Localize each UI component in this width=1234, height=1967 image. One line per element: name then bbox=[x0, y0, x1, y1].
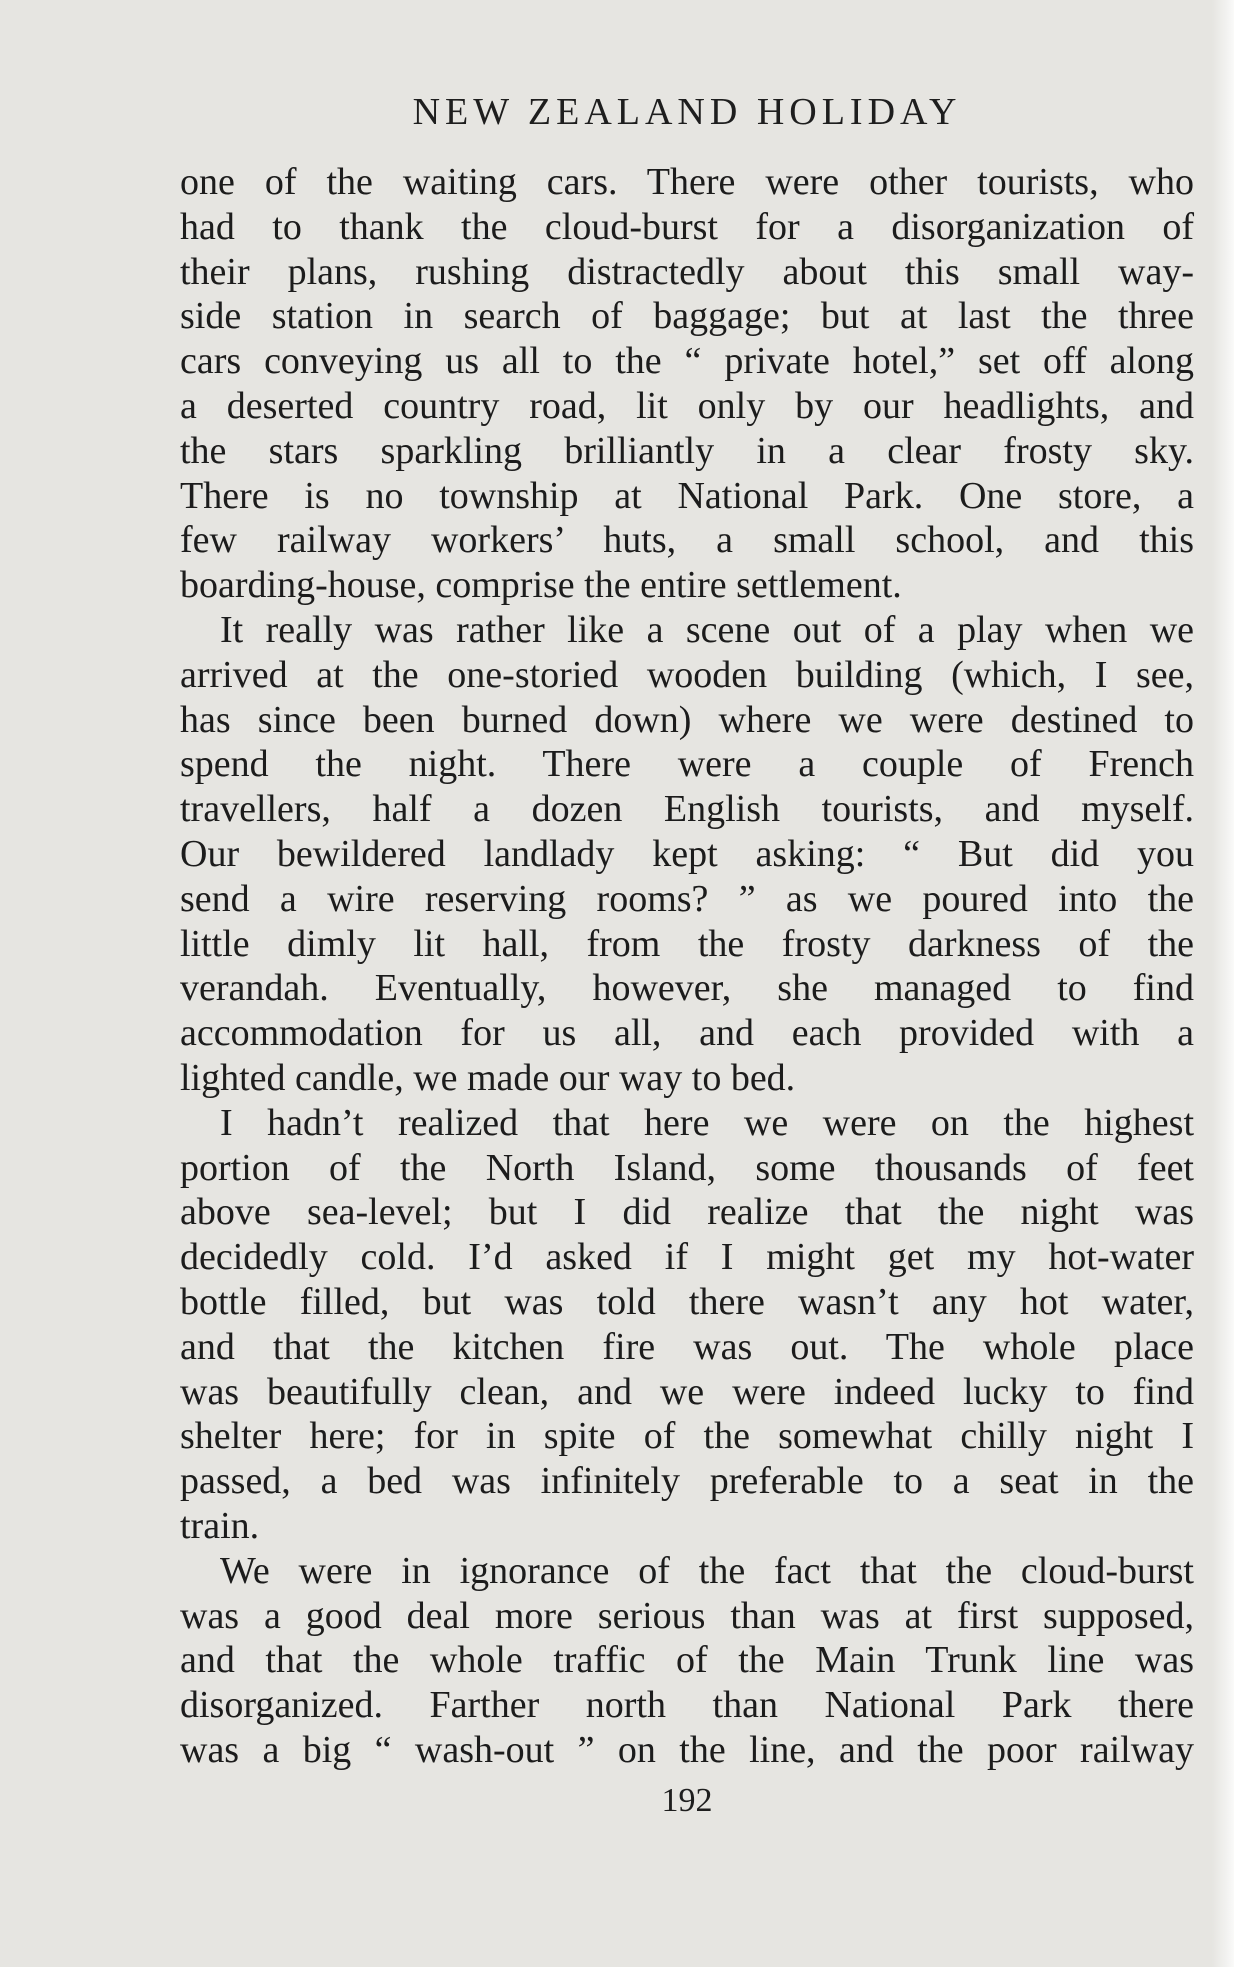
text-line: their plans, rushing distractedly about this small way- bbox=[180, 250, 1194, 293]
page-number: 192 bbox=[661, 1782, 713, 1819]
text-line: one of the waiting cars. There were other tourists, who bbox=[180, 161, 1194, 203]
text-line: bottle filled, but was told there wasn’t any hot water, bbox=[180, 1280, 1194, 1323]
text-line: verandah. Eventually, however, she managed to find bbox=[180, 967, 1194, 1010]
paragraph-start-line: We were in ignorance of the fact that the cloud-burst bbox=[220, 1549, 1194, 1592]
text-line: few railway workers’ huts, a small school, and this bbox=[180, 519, 1194, 562]
text-line: portion of the North Island, some thousands of feet bbox=[180, 1146, 1194, 1189]
text-line: was beautifully clean, and we were indeed lucky to find bbox=[180, 1370, 1194, 1413]
text-line: Our bewildered landlady kept asking: “ But did you bbox=[180, 832, 1194, 875]
body-text bbox=[180, 160, 1194, 1773]
text-line: cars conveying us all to the “ private hotel,” set off along bbox=[180, 340, 1194, 383]
text-line: shelter here; for in spite of the somewhat chilly night I bbox=[180, 1415, 1194, 1458]
text-line: decidedly cold. I’d asked if I might get my hot-water bbox=[180, 1236, 1194, 1279]
text-line: spend the night. There were a couple of French bbox=[180, 743, 1194, 786]
text-line: the stars sparkling brilliantly in a clear frosty sky. bbox=[180, 429, 1194, 472]
text-line: There is no township at National Park. One store, a bbox=[180, 474, 1194, 517]
text-line: disorganized. Farther north than National Park there bbox=[180, 1684, 1194, 1727]
paragraph-start-line: It really was rather like a scene out of a play when we bbox=[220, 608, 1194, 651]
paragraph-start-line: I hadn’t realized that here we were on the highest bbox=[220, 1101, 1194, 1144]
text-line: boarding-house, comprise the entire settlement. bbox=[180, 564, 902, 607]
page-edge bbox=[1212, 0, 1234, 1967]
text-line: lighted candle, we made our way to bed. bbox=[180, 1056, 796, 1099]
text-line: had to thank the cloud-burst for a disorganization of bbox=[180, 205, 1194, 248]
running-header: NEW ZEALAND HOLIDAY bbox=[412, 91, 962, 133]
text-line: above sea-level; but I did realize that the night was bbox=[180, 1191, 1194, 1234]
text-line: passed, a bed was infinitely preferable to a seat in the bbox=[180, 1460, 1194, 1503]
text-line: a deserted country road, lit only by our headlights, and bbox=[180, 384, 1194, 427]
text-line: accommodation for us all, and each provided with a bbox=[180, 1012, 1194, 1055]
text-line: and that the whole traffic of the Main Trunk line was bbox=[180, 1639, 1194, 1682]
text-line: arrived at the one-storied wooden building (which, I see, bbox=[180, 653, 1194, 696]
text-line: train. bbox=[180, 1504, 260, 1547]
text-line: little dimly lit hall, from the frosty darkness of the bbox=[180, 922, 1194, 965]
text-line: send a wire reserving rooms? ” as we poured into the bbox=[180, 877, 1194, 920]
text-line: side station in search of baggage; but at last the three bbox=[180, 295, 1194, 338]
text-line: has since been burned down) where we were destined to bbox=[180, 698, 1194, 741]
text-line: and that the kitchen fire was out. The whole place bbox=[180, 1325, 1194, 1368]
text-line: travellers, half a dozen English tourists, and myself. bbox=[180, 788, 1194, 831]
text-line: was a big “ wash-out ” on the line, and the poor railway bbox=[180, 1728, 1194, 1771]
text-line: was a good deal more serious than was at first supposed, bbox=[180, 1594, 1194, 1637]
